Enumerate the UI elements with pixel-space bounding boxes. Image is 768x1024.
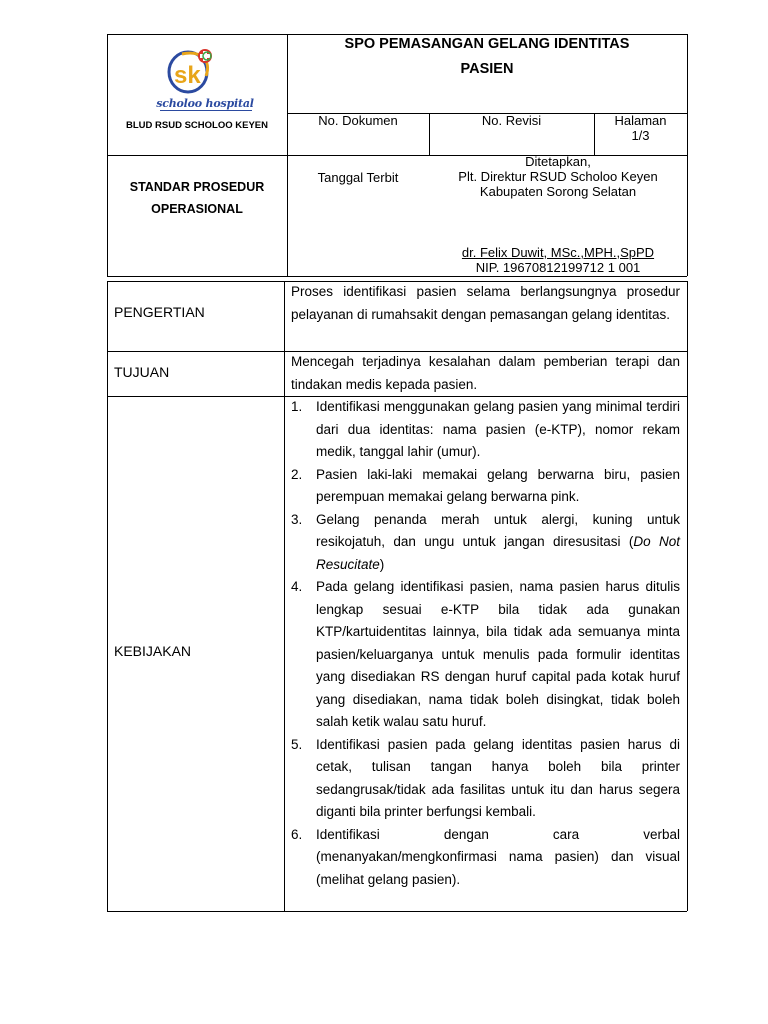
policy-item <box>291 509 680 577</box>
policy-item <box>291 576 680 734</box>
policy-item-text: Identifikasi menggunakan gelang pasien yang minimal terdiri dari dua identitas: nama pasien (e-KTP), nomor rekam medik, tanggal lahir (umur). <box>316 399 680 459</box>
policy-item <box>291 396 680 464</box>
logo-text: scholoo hospital <box>156 97 254 110</box>
pengertian-text: Proses identifikasi pasien selama berlangsungnya prosedur pelayanan di rumahsakit dengan pemasangan gelang identitas. <box>291 284 680 322</box>
no-dokumen-label: No. Dokumen <box>318 113 398 128</box>
pengertian-label: PENGERTIAN <box>114 304 205 320</box>
ditetapkan-line2: Plt. Direktur RSUD Scholoo Keyen <box>458 169 658 184</box>
policy-item-number: 2. <box>291 466 303 482</box>
tanggal-terbit-label: Tanggal Terbit <box>317 170 399 185</box>
ditetapkan-line1: Ditetapkan, <box>525 154 591 169</box>
policy-item-text-end: ) <box>379 556 385 572</box>
hospital-name: BLUD RSUD SCHOLOO KEYEN <box>126 120 268 131</box>
policy-item-number: 6. <box>291 826 303 842</box>
policy-item-text: Identifikasi pasien pada gelang identitas pasien harus di cetak, tulisan tangan hanya boleh bila printer sedangrusak/tidak ada fasilitas untuk itu dan harus segera diganti bila printer berfungsi kembali. <box>316 736 680 819</box>
halaman-label: Halaman <box>614 113 667 128</box>
policy-item-number: 4. <box>291 579 303 594</box>
policy-item-text: Pada gelang identifikasi pasien, nama pasien harus ditulis lengkap sesuai e-KTP bila tidak ada gunakan KTP/kartuidentitas lainnya, bila tidak ada semuanya minta pasien/keluarganya untuk menulis pada formulir identitas yang disediakan RS dengan huruf capital pada kotak huruf yang disediakan, nama tidak boleh disingkat, tidak boleh salah ketik walau satu huruf. <box>316 579 680 729</box>
ditetapkan-line3: Kabupaten Sorong Selatan <box>479 184 637 199</box>
policy-item-number: 3. <box>291 511 303 527</box>
spo-title-line1: STANDAR PROSEDUR <box>129 180 265 194</box>
signer-name: dr. Felix Duwit, MSc.,MPH.,SpPD <box>461 245 655 260</box>
policy-item-number: 5. <box>291 736 303 752</box>
policy-item <box>291 464 680 509</box>
svg-text:sk: sk <box>174 62 201 89</box>
policy-item-number: 1. <box>291 399 303 414</box>
doc-title-line2: PASIEN <box>460 61 514 77</box>
policy-item-text: Identifikasi dengan cara verbal (menanyakan/mengkonfirmasi nama pasien) dan visual (melihat gelang pasien). <box>316 826 680 887</box>
tujuan-label: TUJUAN <box>114 364 170 380</box>
spo-title-line2: OPERASIONAL <box>151 202 243 216</box>
logo-tagline-underline <box>160 110 252 111</box>
kebijakan-list <box>291 396 680 891</box>
policy-item-text: Gelang penanda merah untuk alergi, kuning untuk resikojatuh, dan ungu untuk jangan diresusitasi ( <box>316 511 680 549</box>
tujuan-text: Mencegah terjadinya kesalahan dalam pemberian terapi dan tindakan medis kepada pasien. <box>291 354 680 392</box>
policy-item <box>291 824 680 892</box>
signer-nip: NIP. 19670812199712 1 001 <box>475 260 641 275</box>
halaman-value: 1/3 <box>631 128 650 143</box>
policy-item <box>291 734 680 824</box>
no-revisi-label: No. Revisi <box>481 113 542 128</box>
kebijakan-label: KEBIJAKAN <box>114 643 192 659</box>
policy-item-italic-text: Do Not Resucitate <box>316 534 680 572</box>
doc-title-line1: SPO PEMASANGAN GELANG IDENTITAS <box>344 36 630 52</box>
policy-item-text: Pasien laki-laki memakai gelang berwarna biru, pasien perempuan memakai gelang berwarna pink. <box>316 466 680 504</box>
